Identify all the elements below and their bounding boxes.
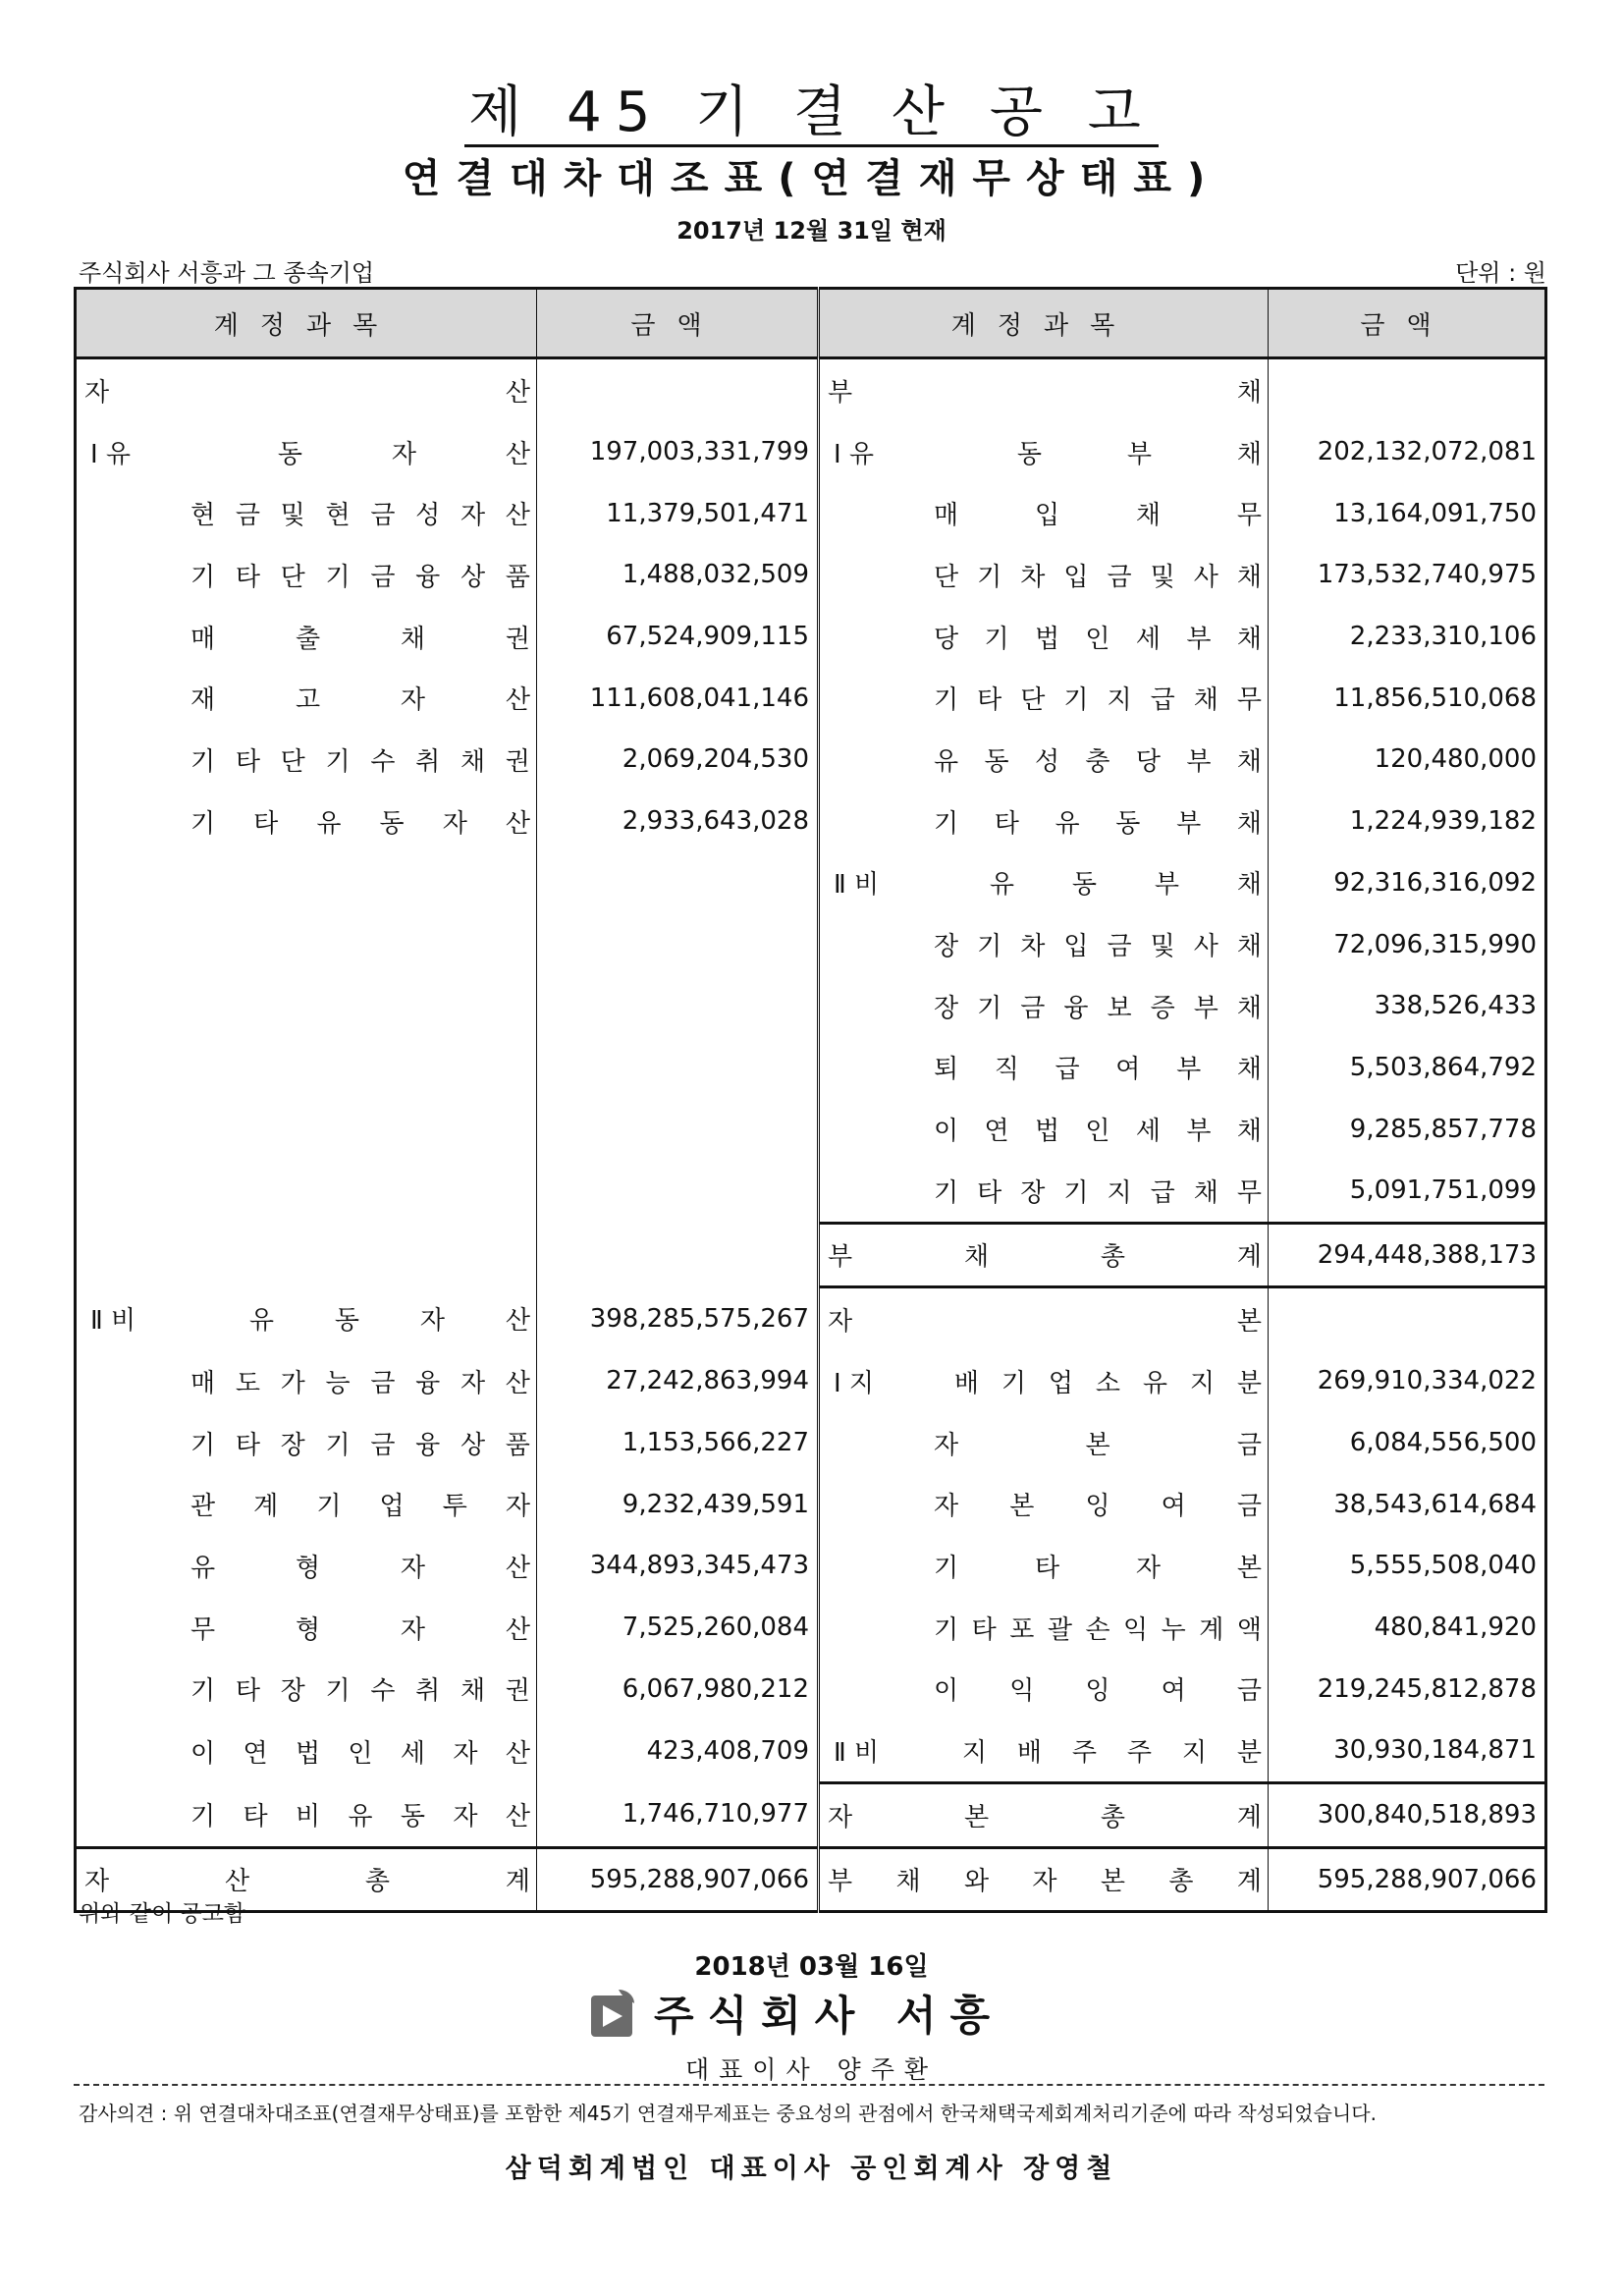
right-account-cell	[819, 1847, 1269, 1912]
left-account-cell-text: 현 금 및 현 금 성 자 산	[190, 501, 530, 531]
left-account-cell-text: 재 고 자 산	[190, 685, 530, 716]
page-title: 제 45 기 결 산 공 고	[0, 69, 1623, 147]
right-account-cell	[819, 1287, 1269, 1350]
left-amount-cell	[537, 358, 819, 421]
publication-date: 2018년 03월 16일	[694, 1952, 929, 1982]
company-name: 주식회사 서흥	[654, 1992, 1004, 2040]
unit-label: 단위 : 원	[1455, 259, 1546, 287]
right-account-cell-text: Ⅰ 지 배 기 업 소 유 지 분	[834, 1368, 1262, 1398]
header-account-left: 계정과목	[76, 289, 537, 358]
left-account-cell	[76, 1223, 537, 1287]
right-account-cell-text: 장 기 차 입 금 및 사 채	[934, 932, 1262, 962]
left-amount-cell: 1,153,566,227	[537, 1412, 819, 1474]
left-account-cell-text: Ⅰ 유 동 자 산	[90, 439, 530, 469]
left-amount-cell: 7,525,260,084	[537, 1597, 819, 1659]
right-account-cell-text: 부 채 총 계	[828, 1242, 1262, 1273]
right-amount-cell: 9,285,857,778	[1349, 1114, 1537, 1144]
right-account-cell-text: 이 익 잉 여 금	[934, 1676, 1262, 1707]
right-account-cell-text: 기 타 포 괄 손 익 누 계 액	[934, 1614, 1262, 1645]
right-account-cell	[819, 1350, 1269, 1412]
right-account-cell-text: 자 본	[828, 1307, 1262, 1338]
left-amount-cell: 67,524,909,115	[537, 606, 819, 668]
header-account-right: 계정과목	[819, 289, 1269, 358]
left-account-cell	[76, 1350, 537, 1412]
right-account-cell-text: 단 기 차 입 금 및 사 채	[934, 562, 1262, 592]
table-row	[76, 1720, 1546, 1782]
right-account-cell	[819, 1223, 1269, 1287]
table-row	[76, 852, 1546, 914]
right-amount-cell: 173,532,740,975	[1317, 560, 1537, 590]
left-account-cell-text: 기 타 비 유 동 자 산	[190, 1801, 530, 1831]
right-account-cell-text: 기 타 장 기 지 급 채 무	[934, 1177, 1262, 1208]
right-account-cell	[819, 1597, 1269, 1659]
ceo-name: 대표이사 양주환	[685, 2055, 938, 2084]
left-account-cell	[76, 544, 537, 606]
left-account-cell	[76, 1782, 537, 1847]
right-account-cell	[819, 852, 1269, 914]
notice-text: 위와 같이 공고함	[79, 1901, 246, 1927]
left-account-cell	[76, 1720, 537, 1782]
left-account-cell	[76, 1597, 537, 1659]
left-amount-cell	[537, 852, 819, 914]
table-body	[76, 358, 1546, 1912]
left-account-cell	[76, 482, 537, 544]
right-amount-cell: 480,841,920	[1374, 1613, 1537, 1643]
right-account-cell	[819, 606, 1269, 668]
audit-opinion: 감사의견 : 위 연결대차대조표(연결재무상태표)를 포함한 제45기 연결재무제표는 중요성의 관점에서 한국채택국제회계처리기준에 따라 작성되었습니다.	[79, 2102, 1377, 2125]
left-account-cell	[76, 913, 537, 975]
table-row	[76, 1160, 1546, 1223]
right-account-cell-text: 기 타 단 기 지 급 채 무	[934, 685, 1262, 716]
right-account-cell	[819, 421, 1269, 483]
left-account-cell-text: 매 도 가 능 금 융 자 산	[190, 1368, 530, 1398]
table-row	[76, 1847, 1546, 1912]
right-amount-cell: 5,503,864,792	[1349, 1052, 1537, 1082]
right-account-cell	[819, 975, 1269, 1037]
right-account-cell	[819, 1037, 1269, 1099]
right-account-cell	[819, 544, 1269, 606]
right-account-cell	[819, 358, 1269, 421]
left-account-cell-text: 자 산 총 계	[84, 1867, 530, 1897]
right-account-cell	[819, 1098, 1269, 1160]
left-amount-cell: 423,408,709	[537, 1720, 819, 1782]
left-account-cell	[76, 1037, 537, 1099]
right-amount-cell: 120,480,000	[1374, 744, 1537, 775]
left-amount-cell: 1,488,032,509	[537, 544, 819, 606]
balance-sheet-table	[74, 287, 1547, 1913]
right-account-cell	[819, 1473, 1269, 1535]
left-account-cell	[76, 791, 537, 852]
table-row	[76, 1412, 1546, 1474]
table-row	[76, 1037, 1546, 1099]
table-row	[76, 975, 1546, 1037]
header-amount-right: 금액	[1269, 289, 1546, 358]
right-amount-cell	[1269, 1287, 1546, 1350]
statement-date: 2017년 12월 31일 현재	[676, 217, 947, 245]
table-row	[76, 421, 1546, 483]
right-account-cell	[819, 1535, 1269, 1597]
left-account-cell-text: 기 타 단 기 수 취 채 권	[190, 746, 530, 777]
table-row	[76, 913, 1546, 975]
right-amount-cell: 5,555,508,040	[1349, 1551, 1537, 1581]
table-row	[76, 1098, 1546, 1160]
right-amount-cell: 294,448,388,173	[1269, 1223, 1546, 1287]
table-row	[76, 667, 1546, 729]
table-row	[76, 791, 1546, 852]
right-account-cell	[819, 913, 1269, 975]
statement-subtitle: 연결대차대조표(연결재무상태표)	[402, 156, 1221, 201]
left-account-cell	[76, 1473, 537, 1535]
right-account-cell	[819, 729, 1269, 791]
left-amount-cell: 197,003,331,799	[537, 421, 819, 483]
right-amount-cell: 5,091,751,099	[1349, 1175, 1537, 1206]
right-amount-cell: 13,164,091,750	[1333, 498, 1537, 528]
table-row	[76, 1782, 1546, 1847]
right-account-cell-text: Ⅰ 유 동 부 채	[834, 439, 1262, 469]
left-amount-cell: 11,379,501,471	[537, 482, 819, 544]
right-account-cell	[819, 667, 1269, 729]
right-account-cell	[819, 1658, 1269, 1720]
left-account-cell-text: 유 형 자 산	[190, 1553, 530, 1583]
right-account-cell-text: 유 동 성 충 당 부 채	[934, 746, 1262, 777]
left-amount-cell: 6,067,980,212	[537, 1658, 819, 1720]
right-account-cell	[819, 1160, 1269, 1223]
left-account-cell-text: 자 산	[84, 377, 530, 408]
table-row	[76, 482, 1546, 544]
right-account-cell	[819, 482, 1269, 544]
right-account-cell-text: 자 본 금	[934, 1430, 1262, 1460]
left-account-cell	[76, 1098, 537, 1160]
header-amount-left: 금액	[537, 289, 819, 358]
left-account-cell-text: 기 타 장 기 금 융 상 품	[190, 1430, 530, 1460]
left-amount-cell: 398,285,575,267	[537, 1287, 819, 1350]
left-amount-cell: 595,288,907,066	[537, 1847, 819, 1912]
right-amount-cell: 30,930,184,871	[1333, 1735, 1537, 1766]
left-amount-cell	[537, 1037, 819, 1099]
right-amount-cell	[1269, 358, 1546, 421]
company-label: 주식회사 서흥과 그 종속기업	[79, 259, 375, 287]
left-amount-cell	[537, 1223, 819, 1287]
right-account-cell	[819, 1412, 1269, 1474]
left-account-cell	[76, 1412, 537, 1474]
right-account-cell-text: 부 채	[828, 377, 1262, 408]
table-row	[76, 1350, 1546, 1412]
right-account-cell-text: 기 타 자 본	[934, 1553, 1262, 1583]
table-row	[76, 1535, 1546, 1597]
right-amount-cell: 6,084,556,500	[1349, 1428, 1537, 1458]
right-account-cell-text: 당 기 법 인 세 부 채	[934, 624, 1262, 654]
left-account-cell-text: 매 출 채 권	[190, 624, 530, 654]
right-amount-cell: 72,096,315,990	[1333, 929, 1537, 959]
right-amount-cell: 300,840,518,893	[1269, 1782, 1546, 1847]
right-account-cell-text: 기 타 유 동 부 채	[934, 808, 1262, 839]
left-account-cell	[76, 1287, 537, 1350]
left-account-cell-text: 기 타 장 기 수 취 채 권	[190, 1676, 530, 1707]
right-amount-cell: 11,856,510,068	[1333, 683, 1537, 713]
right-account-cell-text: Ⅱ 비 유 동 부 채	[834, 870, 1262, 901]
right-amount-cell: 219,245,812,878	[1317, 1673, 1537, 1704]
left-amount-cell: 27,242,863,994	[537, 1350, 819, 1412]
left-amount-cell	[537, 1098, 819, 1160]
table-row	[76, 1287, 1546, 1350]
company-signature	[589, 1984, 1003, 2043]
table-row	[76, 544, 1546, 606]
left-account-cell	[76, 421, 537, 483]
right-account-cell-text: 장 기 금 융 보 증 부 채	[934, 993, 1262, 1023]
left-account-cell-text: 무 형 자 산	[190, 1614, 530, 1645]
right-amount-cell: 38,543,614,684	[1333, 1489, 1537, 1519]
right-account-cell	[819, 1782, 1269, 1847]
table-row	[76, 1658, 1546, 1720]
right-amount-cell: 338,526,433	[1374, 991, 1537, 1021]
table-row	[76, 729, 1546, 791]
company-logo-icon	[589, 1988, 640, 2039]
right-account-cell	[819, 1720, 1269, 1782]
left-amount-cell: 9,232,439,591	[537, 1473, 819, 1535]
divider	[74, 2084, 1544, 2086]
table-row	[76, 1597, 1546, 1659]
left-amount-cell: 1,746,710,977	[537, 1782, 819, 1847]
right-amount-cell: 595,288,907,066	[1269, 1847, 1546, 1912]
left-account-cell	[76, 606, 537, 668]
right-account-cell	[819, 791, 1269, 852]
left-amount-cell: 111,608,041,146	[537, 667, 819, 729]
left-account-cell-text: 관 계 기 업 투 자	[190, 1492, 530, 1522]
table-header-row	[76, 289, 1546, 358]
right-account-cell-text: 매 입 채 무	[934, 501, 1262, 531]
right-amount-cell: 202,132,072,081	[1317, 437, 1537, 467]
table-row	[76, 358, 1546, 421]
left-amount-cell	[537, 975, 819, 1037]
right-account-cell-text: 이 연 법 인 세 부 채	[934, 1117, 1262, 1147]
left-account-cell	[76, 852, 537, 914]
left-account-cell	[76, 975, 537, 1037]
left-account-cell-text: Ⅱ 비 유 동 자 산	[90, 1306, 530, 1337]
left-amount-cell	[537, 1160, 819, 1223]
left-account-cell-text: 이 연 법 인 세 자 산	[190, 1738, 530, 1769]
right-amount-cell: 1,224,939,182	[1349, 806, 1537, 837]
left-account-cell	[76, 1160, 537, 1223]
left-account-cell	[76, 1535, 537, 1597]
right-account-cell-text: 자 본 총 계	[828, 1802, 1262, 1832]
right-amount-cell: 2,233,310,106	[1349, 622, 1537, 652]
right-amount-cell: 92,316,316,092	[1333, 867, 1537, 898]
table-row	[76, 1223, 1546, 1287]
left-account-cell	[76, 358, 537, 421]
right-account-cell-text: 자 본 잉 여 금	[934, 1492, 1262, 1522]
left-account-cell-text: 기 타 유 동 자 산	[190, 808, 530, 839]
auditor-signature: 삼덕회계법인 대표이사 공인회계사 장영철	[505, 2154, 1118, 2184]
left-amount-cell: 344,893,345,473	[537, 1535, 819, 1597]
left-account-cell	[76, 729, 537, 791]
left-amount-cell: 2,069,204,530	[537, 729, 819, 791]
left-account-cell	[76, 667, 537, 729]
right-account-cell-text: 퇴 직 급 여 부 채	[934, 1055, 1262, 1085]
right-account-cell-text: 부 채 와 자 본 총 계	[828, 1867, 1262, 1897]
right-account-cell-text: Ⅱ 비 지 배 주 주 지 분	[834, 1737, 1262, 1768]
table-row	[76, 1473, 1546, 1535]
table-row	[76, 606, 1546, 668]
left-amount-cell: 2,933,643,028	[537, 791, 819, 852]
left-account-cell-text: 기 타 단 기 금 융 상 품	[190, 562, 530, 592]
left-amount-cell	[537, 913, 819, 975]
left-account-cell	[76, 1658, 537, 1720]
right-amount-cell: 269,910,334,022	[1317, 1366, 1537, 1396]
